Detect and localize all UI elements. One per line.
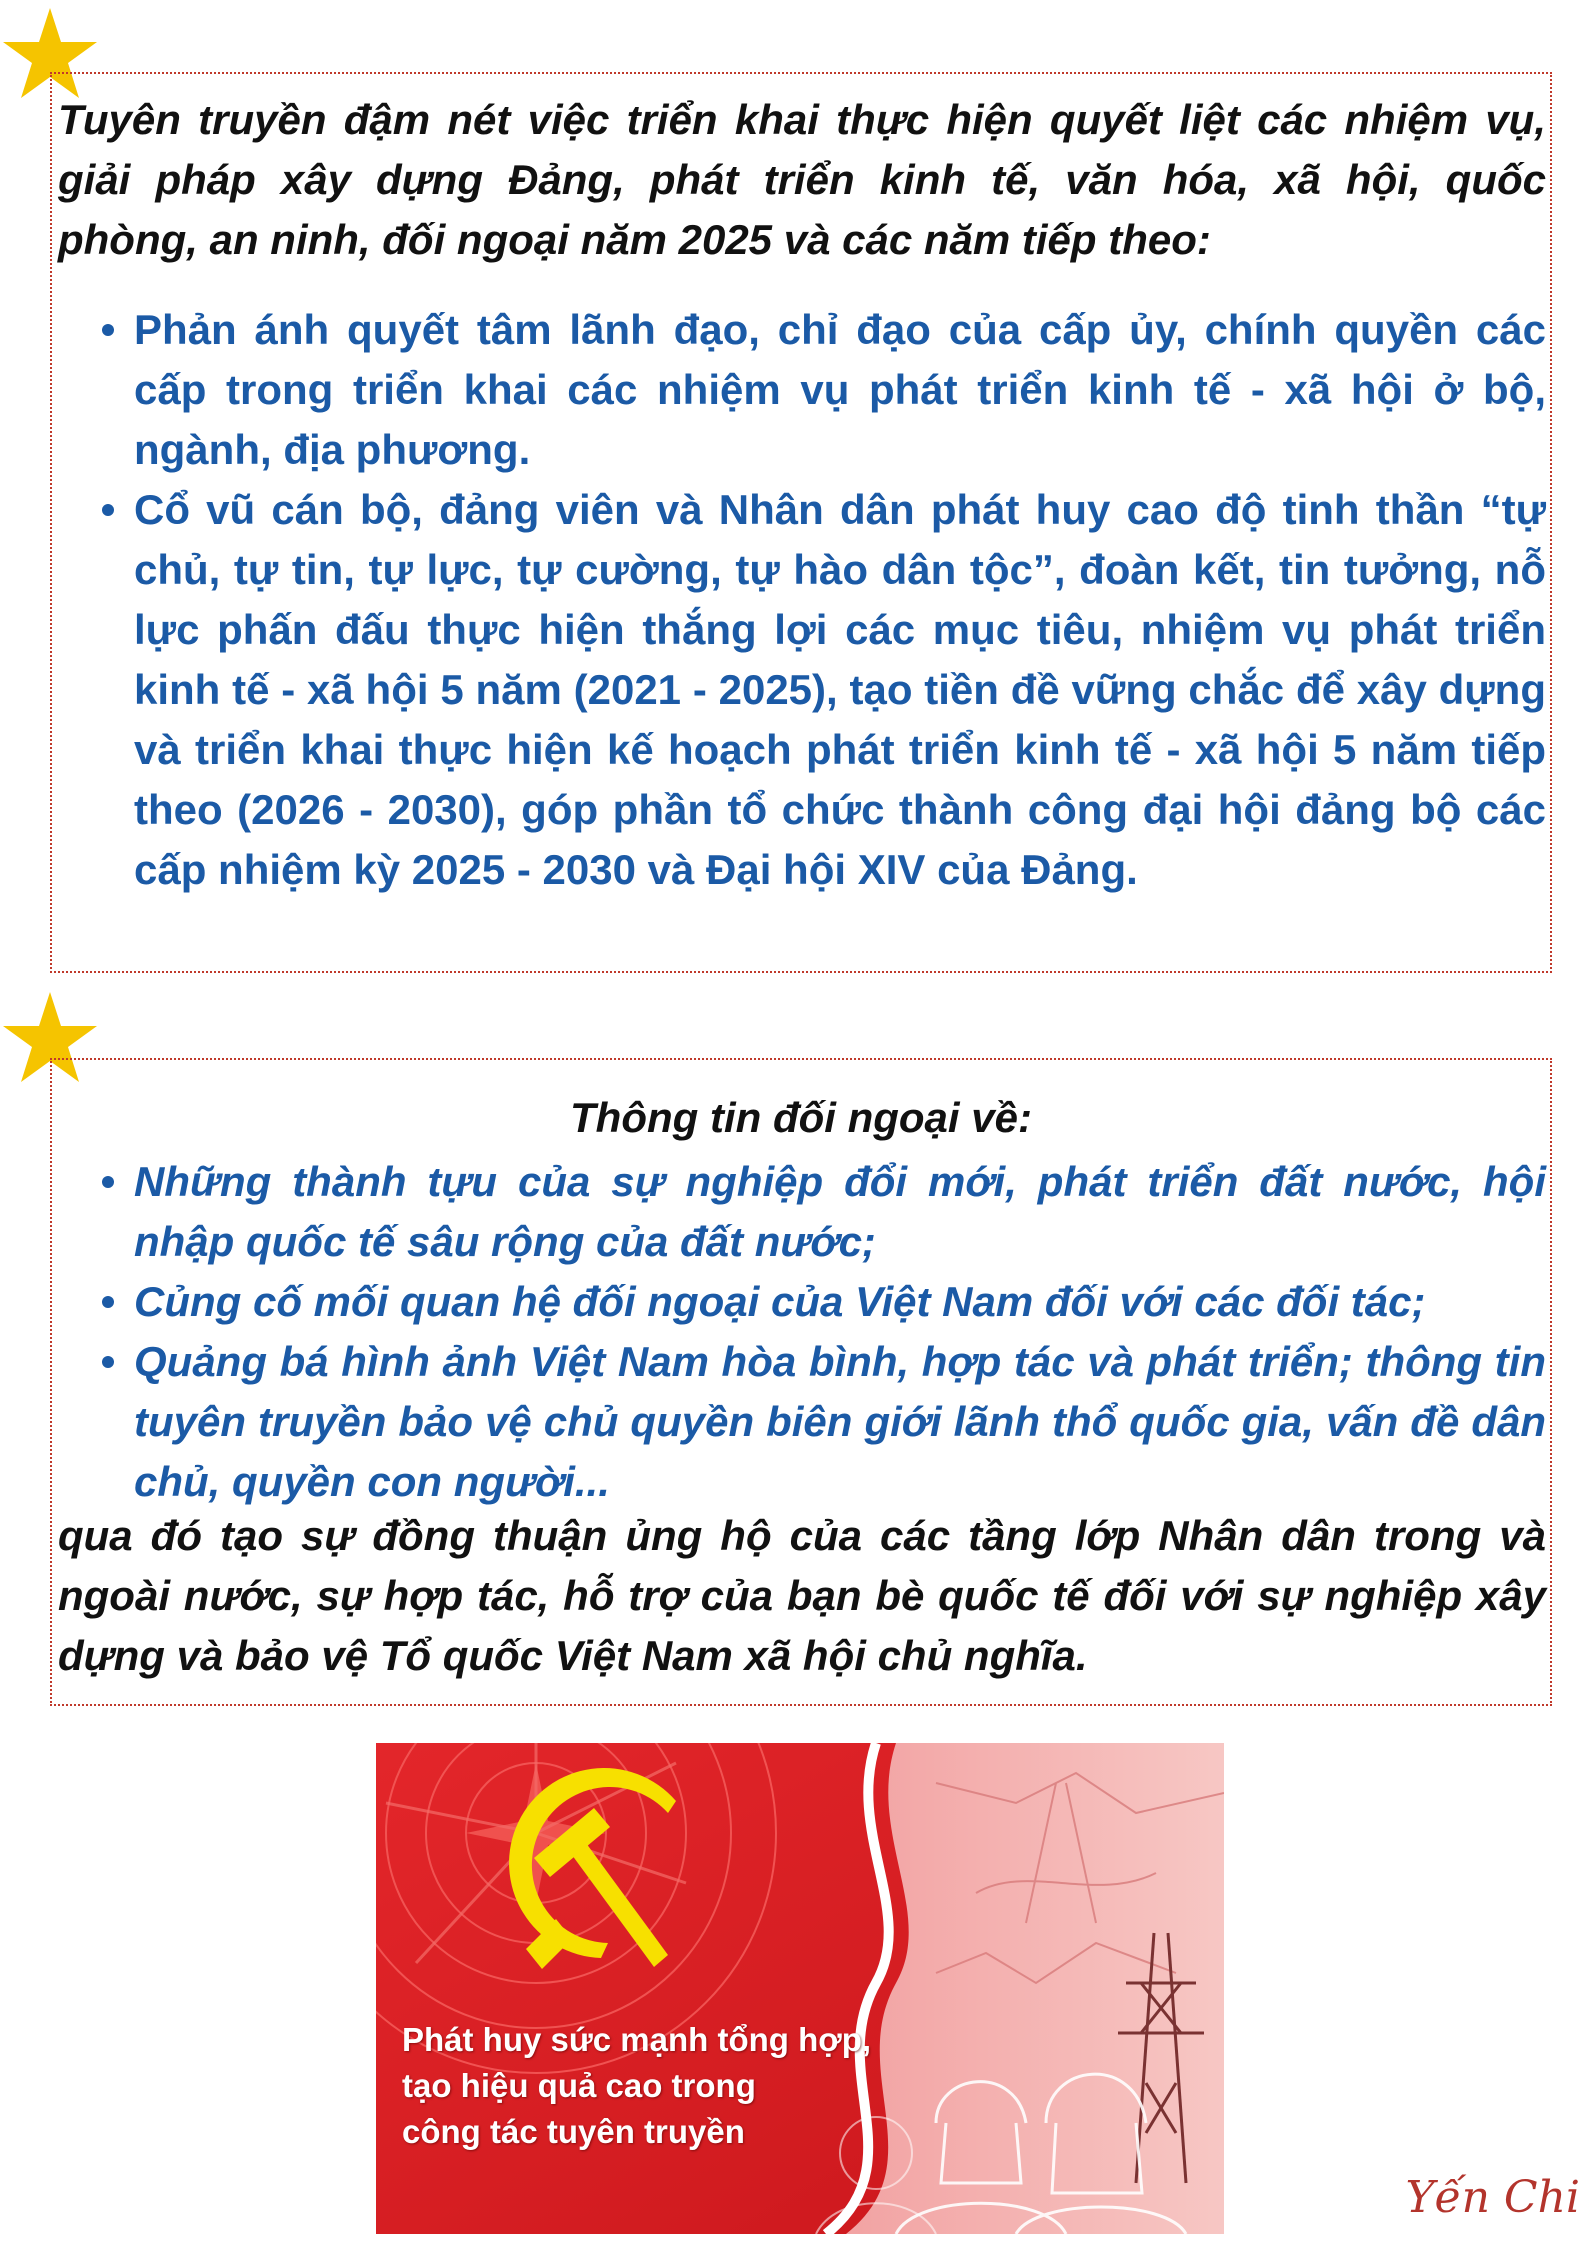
list-item-text: Phản ánh quyết tâm lãnh đạo, chỉ đạo của cấp ủy, chính quyền các cấp trong triển khai các nhiệm vụ phát triển kinh tế - xã hội ở bộ, ngành, địa phương.: [134, 306, 1546, 473]
section-heading: Thông tin đối ngoại về:: [570, 1094, 1032, 1141]
bullet-icon: [102, 1356, 114, 1368]
list-item: [52, 1272, 1546, 1332]
intro-line: phòng, an ninh, đối ngoại năm 2025 và các năm tiếp theo:: [58, 216, 1211, 263]
bullet-list: [52, 300, 1546, 900]
poster-slogan: [402, 2017, 882, 2155]
intro-line: Tuyên truyền đậm nét việc triển khai thực hiện quyết liệt các nhiệm vụ,: [58, 96, 1546, 143]
bullet-icon: [102, 1176, 114, 1188]
slogan-line: công tác tuyên truyền: [402, 2113, 745, 2150]
list-item-text: Củng cố mối quan hệ đối ngoại của Việt Nam đối với các đối tác;: [134, 1278, 1426, 1325]
list-item-text: Cổ vũ cán bộ, đảng viên và Nhân dân phát huy cao độ tinh thần “tự chủ, tự tin, tự lực, tự cường, tự hào dân tộc”, đoàn kết, tin tưởng, nỗ lực phấn đấu thực hiện thắng lợi các mục tiêu, nhiệm vụ phát triển kinh tế - xã hội 5 năm (2021 - 2025), tạo tiền đề vững chắc để xây dựng và triển khai thực hiện kế hoạch phát triển kinh tế - xã hội 5 năm tiếp theo (2026 - 2030), góp phần tổ chức thành công đại hội đảng bộ các cấp nhiệm kỳ 2025 - 2030 và Đại hội XIV của Đảng.: [134, 486, 1546, 893]
list-item: [52, 300, 1546, 480]
list-item-text: Những thành tựu của sự nghiệp đổi mới, phát triển đất nước, hội nhập quốc tế sâu rộng của đất nước;: [134, 1158, 1546, 1265]
bullet-list: [52, 1152, 1546, 1512]
bullet-icon: [102, 324, 114, 336]
list-item: [52, 1152, 1546, 1272]
intro-line: giải pháp xây dựng Đảng, phát triển kinh tế, văn hóa, xã hội, quốc: [58, 156, 1546, 203]
bullet-icon: [102, 1296, 114, 1308]
list-item-text: Quảng bá hình ảnh Việt Nam hòa bình, hợp tác và phát triển; thông tin tuyên truyền bảo vệ chủ quyền biên giới lãnh thổ quốc gia, vấn đề dân chủ, quyền con người...: [134, 1338, 1546, 1505]
poster-artwork: [376, 1743, 1224, 2234]
list-item: [52, 1332, 1546, 1512]
slogan-line: Phát huy sức mạnh tổng hợp,: [402, 2021, 872, 2058]
section-intro: [58, 90, 1546, 270]
section-domestic-propaganda: [50, 72, 1552, 973]
list-item: [52, 480, 1546, 900]
propaganda-poster: [376, 1743, 1224, 2234]
section-foreign-information: [50, 1058, 1552, 1706]
slogan-line: tạo hiệu quả cao trong: [402, 2067, 756, 2104]
section-outro: qua đó tạo sự đồng thuận ủng hộ của các tầng lớp Nhân dân trong và ngoài nước, sự hợp tác, hỗ trợ của bạn bè quốc tế đối với sự nghiệp xây dựng và bảo vệ Tổ quốc Việt Nam xã hội chủ nghĩa.: [58, 1512, 1546, 1679]
bullet-icon: [102, 504, 114, 516]
author-signature: Yến Chi: [1405, 2172, 1580, 2223]
